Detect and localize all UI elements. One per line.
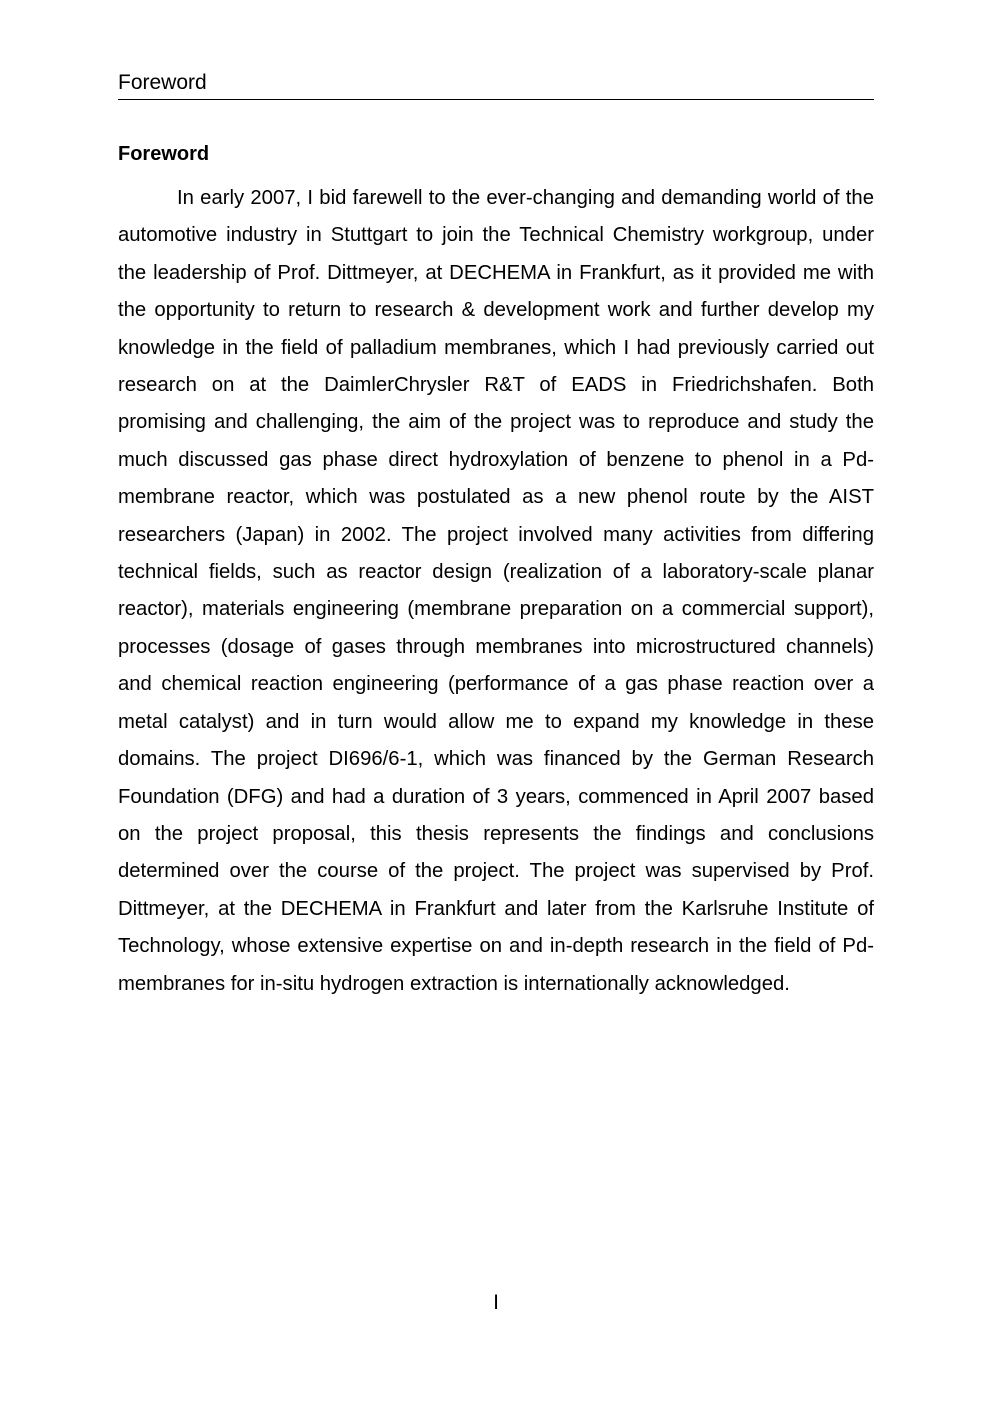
header-divider: [118, 99, 874, 100]
page-number: I: [493, 1291, 499, 1314]
running-header: Foreword: [118, 71, 207, 94]
section-title: Foreword: [118, 143, 210, 165]
body-paragraph: In early 2007, I bid farewell to the ever-changing and demanding world of the automotive industry in Stuttgart to join the Technical Chemistry workgroup, under the leadership of Prof. Dittmeyer, at DECHEMA in Frankfurt, as it provided me with the opportunity to return to research & development work and further develop my knowledge in the field of palladium membranes, which I had previously carried out research on at the DaimlerChrysler R&T of EADS in Friedrichshafen. Both promising and challenging, the aim of the project was to reproduce and study the much discussed gas phase direct hydroxylation of benzene to phenol in a Pd-membrane reactor, which was postulated as a new phenol route by the AIST researchers (Japan) in 2002. The project involved many activities from differing technical fields, such as reactor design (realization of a laboratory-scale planar reactor), materials engineering (membrane preparation on a commercial support), processes (dosage of gases through membranes into microstructured channels) and chemical reaction engineering (performance of a gas phase reaction over a metal catalyst) and in turn would allow me to expand my knowledge in these domains. The project DI696/6-1, which was financed by the German Research Foundation (DFG) and had a duration of 3 years, commenced in April 2007 based on the project proposal, this thesis represents the findings and conclusions determined over the course of the project. The project was supervised by Prof. Dittmeyer, at the DECHEMA in Frankfurt and later from the Karlsruhe Institute of Technology, whose extensive expertise on and in-depth research in the field of Pd-membranes for in-situ hydrogen extraction is internationally acknowledged.: [118, 187, 874, 995]
